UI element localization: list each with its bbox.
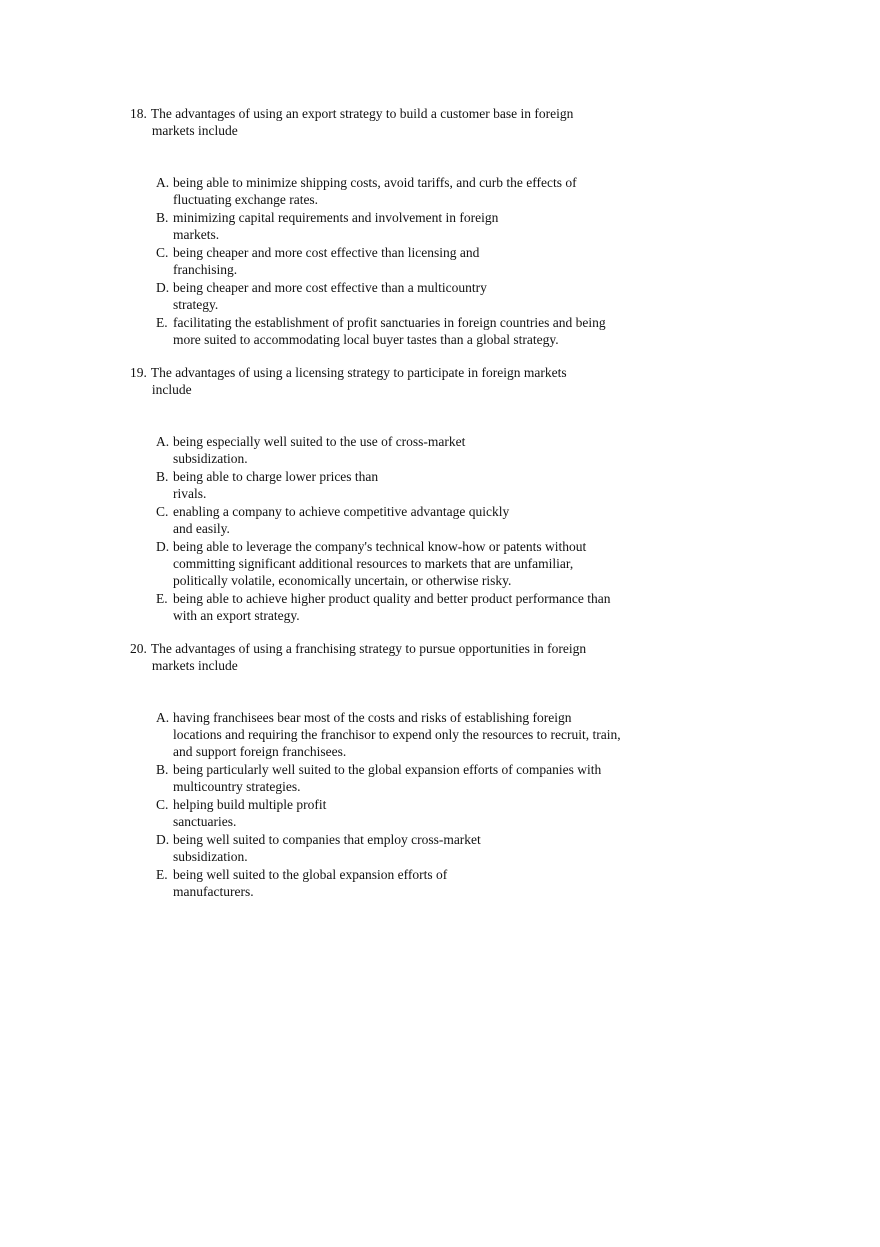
option-letter: B. — [156, 210, 169, 225]
option-line: committing significant additional resources to markets that are unfamiliar, — [173, 556, 574, 571]
option-e[interactable] — [156, 866, 670, 900]
option-line: enabling a company to achieve competitive advantage quickly — [173, 504, 510, 519]
stem-line: The advantages of using a franchising strategy to pursue opportunities in foreign — [150, 641, 587, 656]
stem-line: include — [151, 382, 192, 397]
answer-options — [156, 174, 670, 348]
question-stem — [130, 364, 670, 398]
stem-line: The advantages of using an export strategy to build a customer base in foreign — [150, 106, 574, 121]
option-line: locations and requiring the franchisor to expend only the resources to recruit, train, — [173, 727, 621, 742]
option-letter: D. — [156, 280, 170, 295]
stem-line: markets include — [151, 658, 238, 673]
option-line: being able to minimize shipping costs, avoid tariffs, and curb the effects of — [173, 175, 577, 190]
question-stem — [130, 640, 670, 674]
option-line: being cheaper and more cost effective than licensing and — [173, 245, 480, 260]
question-18 — [130, 105, 670, 362]
option-letter: E. — [156, 867, 168, 882]
option-line: rivals. — [173, 486, 207, 501]
option-line: subsidization. — [173, 849, 248, 864]
option-letter: A. — [156, 175, 170, 190]
option-letter: C. — [156, 797, 169, 812]
option-line: politically volatile, economically uncertain, or otherwise risky. — [173, 573, 512, 588]
option-line: being cheaper and more cost effective than a multicountry — [173, 280, 487, 295]
option-line: and support foreign franchisees. — [173, 744, 347, 759]
option-line: helping build multiple profit — [173, 797, 327, 812]
option-line: with an export strategy. — [173, 608, 300, 623]
option-c[interactable] — [156, 796, 670, 830]
option-line: being well suited to the global expansion efforts of — [173, 867, 448, 882]
option-line: markets. — [173, 227, 220, 242]
question-number: 19. — [130, 365, 147, 380]
option-e[interactable] — [156, 590, 670, 624]
option-line: multicountry strategies. — [173, 779, 301, 794]
answer-options — [156, 709, 670, 900]
option-line: sanctuaries. — [173, 814, 237, 829]
option-a[interactable] — [156, 174, 670, 208]
option-a[interactable] — [156, 433, 670, 467]
option-b[interactable] — [156, 468, 670, 502]
option-line: being well suited to companies that employ cross-market — [173, 832, 481, 847]
option-c[interactable] — [156, 244, 670, 278]
option-b[interactable] — [156, 761, 670, 795]
option-letter: A. — [156, 434, 170, 449]
answer-options — [156, 433, 670, 624]
option-letter: C. — [156, 245, 169, 260]
option-line: subsidization. — [173, 451, 248, 466]
question-19 — [130, 364, 670, 638]
option-line: facilitating the establishment of profit sanctuaries in foreign countries and being — [173, 315, 606, 330]
stem-line: markets include — [151, 123, 238, 138]
option-b[interactable] — [156, 209, 670, 243]
question-number: 18. — [130, 106, 147, 121]
option-line: being able to achieve higher product quality and better product performance than — [173, 591, 611, 606]
option-line: being especially well suited to the use of cross-market — [173, 434, 466, 449]
option-line: being able to leverage the company's technical know-how or patents without — [173, 539, 587, 554]
option-letter: D. — [156, 539, 170, 554]
option-d[interactable] — [156, 538, 670, 589]
question-number: 20. — [130, 641, 147, 656]
option-d[interactable] — [156, 831, 670, 865]
option-line: strategy. — [173, 297, 219, 312]
option-line: and easily. — [173, 521, 230, 536]
option-line: more suited to accommodating local buyer tastes than a global strategy. — [173, 332, 559, 347]
option-line: manufacturers. — [173, 884, 254, 899]
option-line: being particularly well suited to the global expansion efforts of companies with — [173, 762, 602, 777]
option-d[interactable] — [156, 279, 670, 313]
option-letter: B. — [156, 762, 169, 777]
option-line: being able to charge lower prices than — [173, 469, 379, 484]
option-letter: E. — [156, 315, 168, 330]
option-line: franchising. — [173, 262, 238, 277]
option-e[interactable] — [156, 314, 670, 348]
question-stem — [130, 105, 670, 139]
option-line: fluctuating exchange rates. — [173, 192, 319, 207]
option-letter: A. — [156, 710, 170, 725]
stem-line: The advantages of using a licensing strategy to participate in foreign markets — [150, 365, 567, 380]
option-letter: D. — [156, 832, 170, 847]
option-letter: B. — [156, 469, 169, 484]
option-line: minimizing capital requirements and involvement in foreign — [173, 210, 499, 225]
option-c[interactable] — [156, 503, 670, 537]
question-20 — [130, 640, 670, 914]
option-line: having franchisees bear most of the costs and risks of establishing foreign — [173, 710, 572, 725]
option-letter: C. — [156, 504, 169, 519]
option-letter: E. — [156, 591, 168, 606]
option-a[interactable] — [156, 709, 670, 760]
